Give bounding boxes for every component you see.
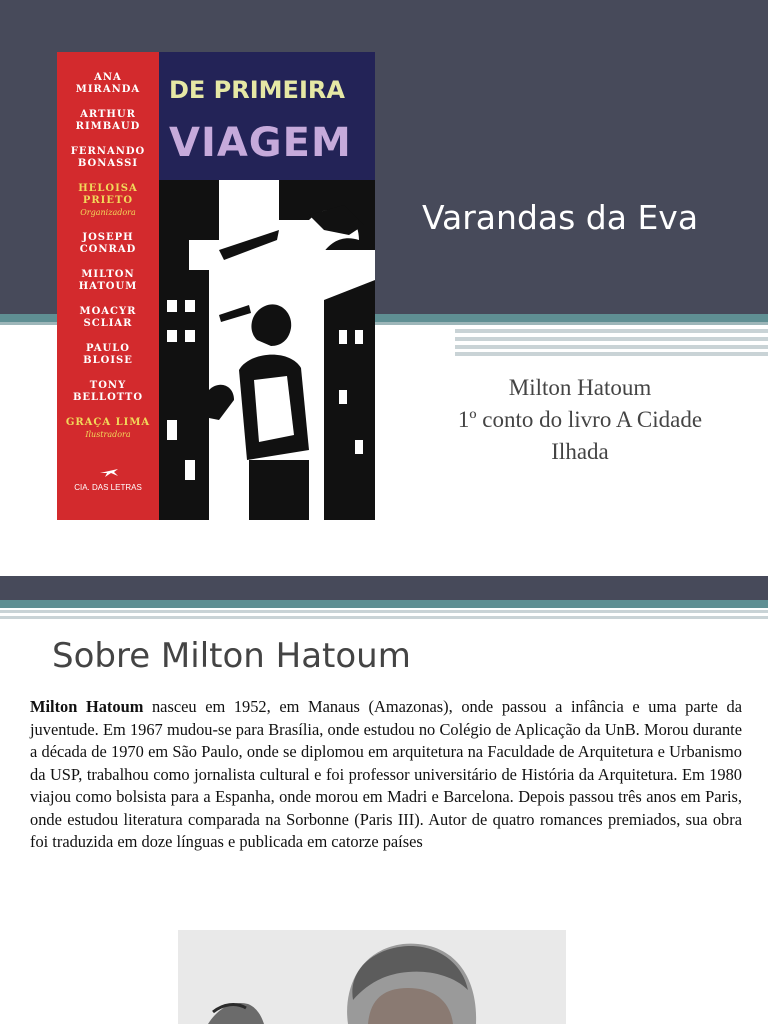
subtitle-line: 1º conto do livro A Cidade bbox=[457, 407, 703, 432]
cover-author: FERNANDO BONASSI bbox=[70, 146, 146, 169]
slide-about bbox=[0, 576, 768, 1024]
subtitle-line: Milton Hatoum bbox=[508, 375, 652, 400]
cover-author: JOSEPH CONRAD bbox=[79, 232, 137, 255]
slide-title-text: Varandas da Eva bbox=[422, 198, 699, 237]
subtitle-line: Ilhada bbox=[551, 439, 609, 464]
book-cover-image bbox=[57, 52, 375, 520]
section-title: Sobre Milton Hatoum bbox=[52, 636, 411, 676]
cover-author: PAULO BLOISE bbox=[83, 343, 133, 366]
cover-author: MOACYR SCLIAR bbox=[79, 306, 137, 329]
header-band bbox=[0, 576, 768, 600]
cover-illustration bbox=[159, 180, 375, 520]
cover-illustrator: GRAÇA LIMA Ilustradora bbox=[65, 417, 151, 439]
cover-organizer: HELOISA PRIETO Organizadora bbox=[78, 183, 138, 217]
cover-author: ANA MIRANDA bbox=[75, 72, 141, 95]
cover-author: MILTON HATOUM bbox=[78, 269, 138, 292]
decor-stripe bbox=[455, 345, 768, 349]
bio-name: Milton Hatoum bbox=[30, 697, 144, 716]
accent-bar bbox=[0, 600, 768, 608]
publisher-plane-icon bbox=[99, 466, 119, 478]
cover-title-line1: DE PRIMEIRA bbox=[169, 76, 345, 104]
slide-subtitle bbox=[420, 372, 740, 468]
bio-text: nasceu em 1952, em Manaus (Amazonas), onde passou a infância e uma parte da juventude. Em 1967 mudou-se para Brasília, onde estudou no Colégio de Aplicação da UnB. Morou durante a década de 1970 em São Paulo, onde se diplomou em arquitetura na Faculdade de Arquitetura e Urbanismo da USP, trabalhou como jornalista cultural e foi professor universitário de História da Arquitetura. Em 1980 viajou como bolsista para a Espanha, onde morou em Madri e Barcelona. Depois passou três anos em Paris, onde estudou literatura comparada na Sorbonne (Paris III). Autor de quatro romances premiados, sua obra foi traduzida em doze línguas e publicada em catorze países bbox=[30, 697, 742, 851]
decor-stripe bbox=[0, 610, 768, 613]
cover-author: TONY BELLOTTO bbox=[72, 380, 144, 403]
author-photo bbox=[178, 930, 566, 1024]
decor-stripe bbox=[0, 616, 768, 619]
decor-stripe bbox=[455, 329, 768, 333]
cover-author-list bbox=[57, 72, 159, 454]
decor-stripe bbox=[455, 337, 768, 341]
cover-title-line2: VIAGEM bbox=[169, 120, 352, 166]
cover-publisher: CIA. DAS LETRAS bbox=[74, 483, 142, 492]
bio-paragraph bbox=[30, 696, 742, 854]
cover-author: ARTHUR RIMBAUD bbox=[75, 109, 141, 132]
decor-stripe bbox=[455, 352, 768, 356]
